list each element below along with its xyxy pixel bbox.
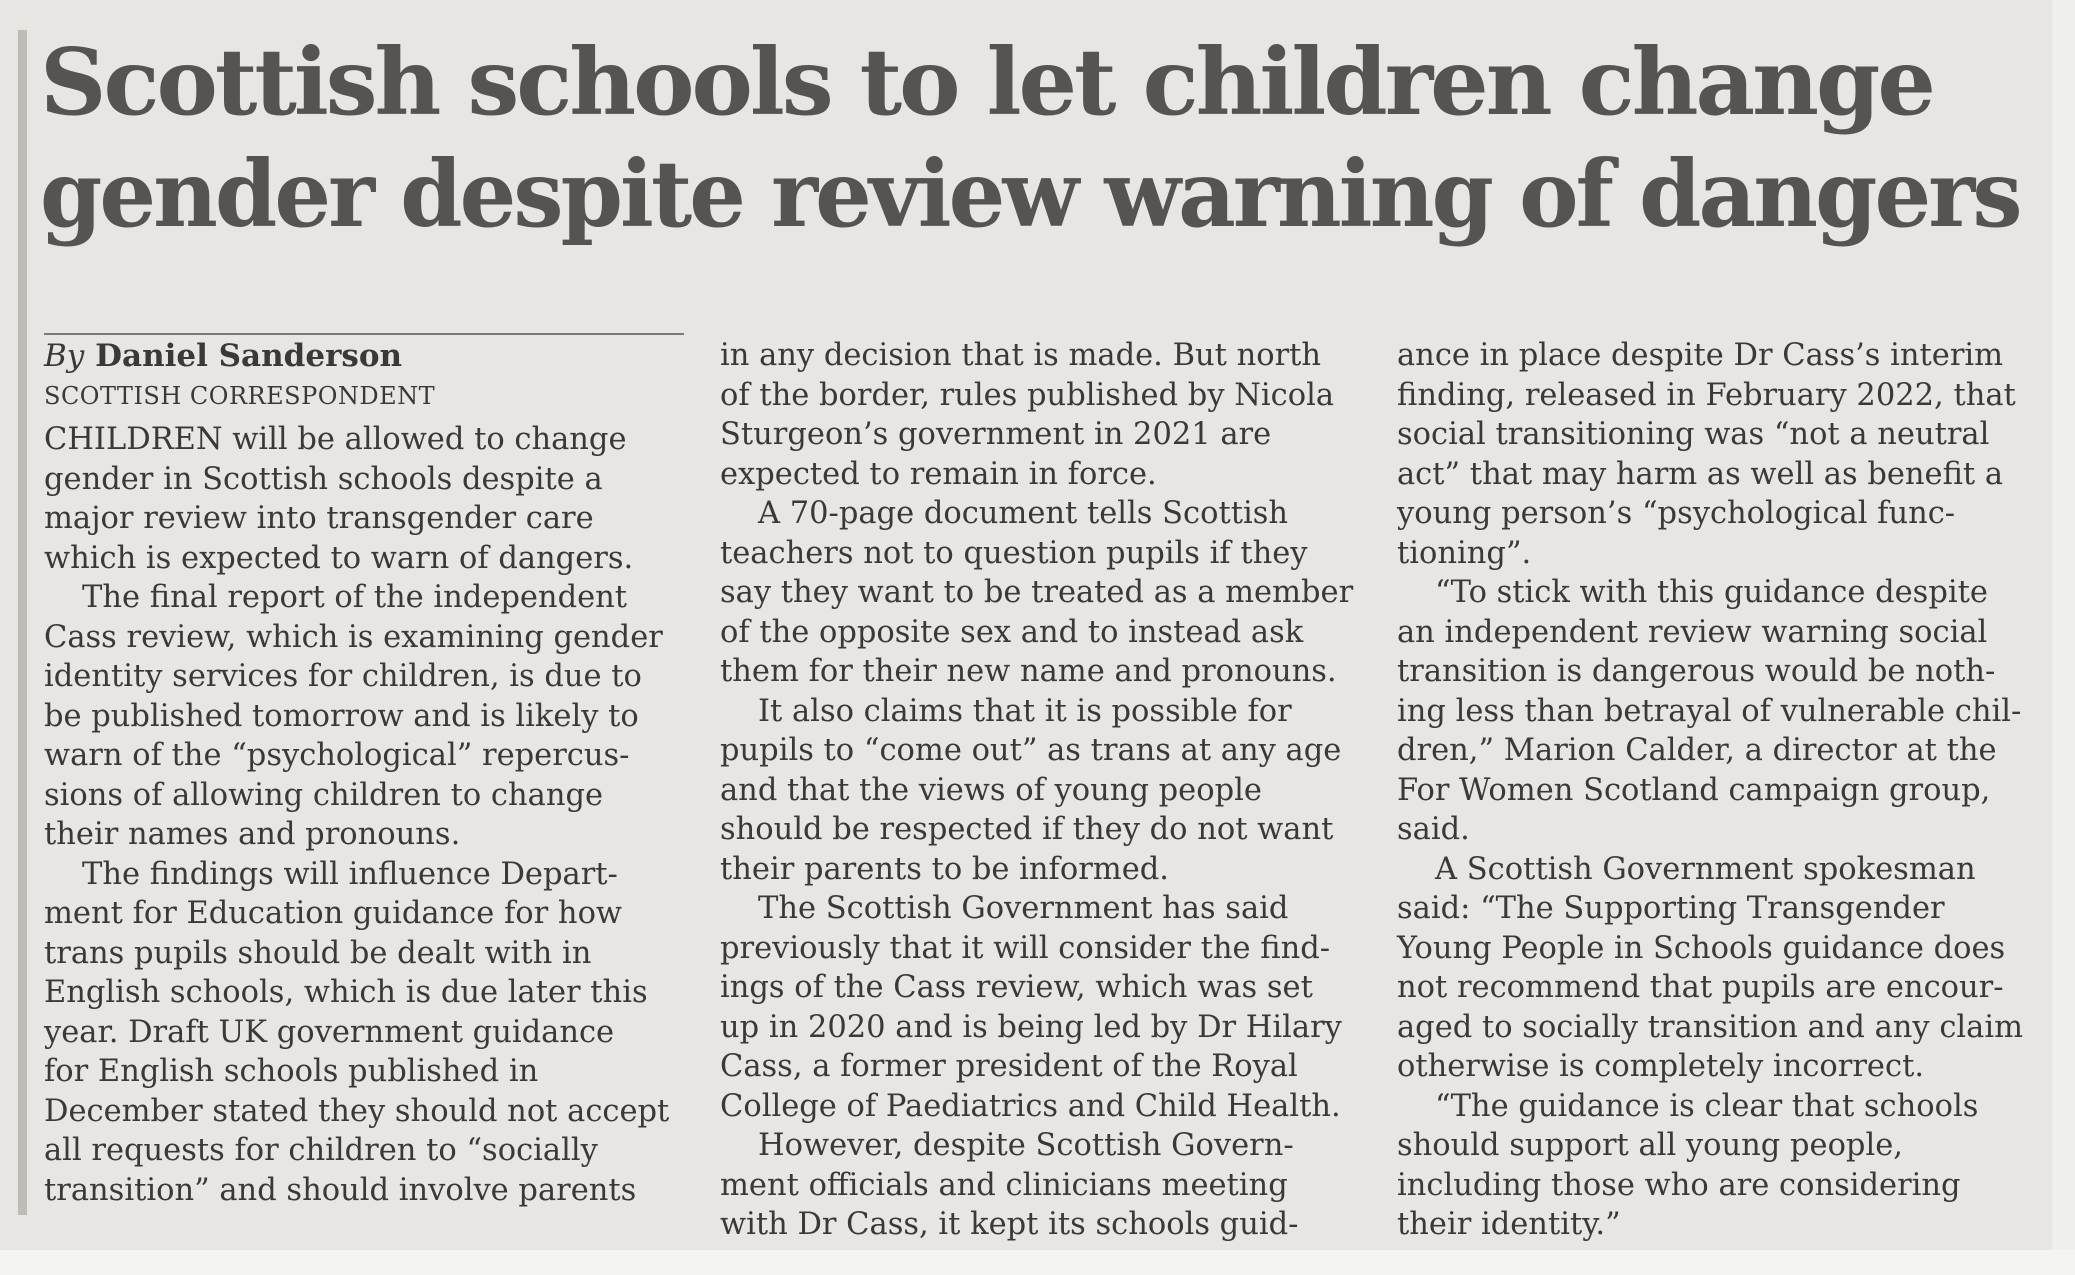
body-line: with Dr Cass, it kept its schools guid- xyxy=(720,1207,1299,1242)
byline-author: Daniel Sanderson xyxy=(95,338,403,374)
body-line: expected to remain in force. xyxy=(720,456,1157,492)
body-line: for English schools published in xyxy=(44,1054,539,1089)
body-line: should support all young people, xyxy=(1397,1128,1903,1163)
body-line: year. Draft UK government guidance xyxy=(44,1014,615,1050)
body-line: previously that it will consider the find- xyxy=(720,930,1331,966)
body-line: them for their new name and pronouns. xyxy=(720,654,1337,689)
scan-margin-bottom xyxy=(0,1250,2075,1275)
body-line: otherwise is completely incorrect. xyxy=(1397,1049,1925,1084)
body-line: be published tomorrow and is likely to xyxy=(44,698,639,734)
body-line: ment for Education guidance for how xyxy=(44,896,623,931)
body-line: said. xyxy=(1397,812,1470,847)
body-line: ing less than betrayal of vulnerable chil- xyxy=(1397,693,2022,729)
body-line: Cass review, which is examining gender xyxy=(44,619,663,655)
scan-shadow-left xyxy=(18,30,27,1215)
body-line: not recommend that pupils are encour- xyxy=(1397,970,2004,1005)
body-line: sions of allowing children to change xyxy=(44,777,604,813)
byline-prefix: By xyxy=(44,338,85,374)
body-line: their parents to be informed. xyxy=(720,851,1169,887)
byline xyxy=(44,336,684,376)
body-line: English schools, which is due later this xyxy=(44,975,648,1010)
body-line: ance in place despite Dr Cass’s interim xyxy=(1397,338,2004,373)
body-line: in any decision that is made. But north xyxy=(720,338,1322,373)
body-line: an independent review warning social xyxy=(1397,614,1988,650)
body-line: tioning”. xyxy=(1397,535,1532,571)
scan-margin-right xyxy=(2052,0,2075,1275)
body-line: all requests for children to “socially xyxy=(44,1133,598,1168)
body-line: ment officials and clinicians meeting xyxy=(720,1167,1288,1203)
body-line: act” that may harm as well as benefit a xyxy=(1397,456,2004,492)
body-line: gender in Scottish schools despite a xyxy=(44,461,603,497)
body-line: transition” and should involve parents xyxy=(44,1172,637,1208)
body-line: warn of the “psychological” repercus- xyxy=(44,738,630,773)
headline-line-1: Scottish schools to let children change xyxy=(40,28,1933,136)
body-line: trans pupils should be dealt with in xyxy=(44,935,592,971)
body-line: up in 2020 and is being led by Dr Hilary xyxy=(720,1009,1342,1045)
headline-line-2: gender despite review warning of dangers xyxy=(40,140,2020,248)
body-line: December stated they should not accept xyxy=(44,1093,670,1129)
article-column-3 xyxy=(1397,336,2042,1245)
article-column-1 xyxy=(44,336,684,1210)
body-line: CHILDREN will be allowed to change xyxy=(44,422,627,457)
body-line: social transitioning was “not a neutral xyxy=(1397,417,1990,452)
body-line: say they want to be treated as a member xyxy=(720,575,1354,610)
body-line: teachers not to question pupils if they xyxy=(720,535,1308,571)
body-line: A Scottish Government spokesman xyxy=(1435,851,1976,887)
body-line: aged to socially transition and any claim xyxy=(1397,1009,2024,1045)
body-line: The final report of the independent xyxy=(82,580,628,615)
body-line: said: “The Supporting Transgender xyxy=(1397,891,1945,926)
body-line: transition is dangerous would be noth- xyxy=(1397,654,1996,689)
body-line: which is expected to warn of dangers. xyxy=(44,540,634,576)
article-column-2 xyxy=(720,336,1360,1245)
body-line: It also claims that it is possible for xyxy=(758,693,1292,729)
body-line: finding, released in February 2022, that xyxy=(1397,377,2016,413)
body-line: The Scottish Government has said xyxy=(758,891,1289,926)
body-line: of the opposite sex and to instead ask xyxy=(720,614,1304,650)
body-line: their identity.” xyxy=(1397,1207,1621,1242)
body-line: of the border, rules published by Nicola xyxy=(720,377,1335,413)
body-line: should be respected if they do not want xyxy=(720,812,1334,847)
headline xyxy=(40,26,2040,250)
body-line: including those who are considering xyxy=(1397,1167,1961,1203)
body-line: their names and pronouns. xyxy=(44,817,461,852)
body-line: and that the views of young people xyxy=(720,772,1262,808)
byline-rule xyxy=(44,333,684,335)
byline-role: SCOTTISH CORRESPONDENT xyxy=(44,382,436,410)
body-line: pupils to “come out” as trans at any age xyxy=(720,733,1342,768)
body-line: dren,” Marion Calder, a director at the xyxy=(1397,733,1997,768)
body-line: A 70-page document tells Scottish xyxy=(758,496,1289,531)
body-line: However, despite Scottish Govern- xyxy=(758,1128,1294,1163)
body-line: young person’s “psychological func- xyxy=(1397,496,1956,531)
body-line: ings of the Cass review, which was set xyxy=(720,970,1313,1005)
body-line: identity services for children, is due to xyxy=(44,659,642,694)
body-line: College of Paediatrics and Child Health. xyxy=(720,1088,1341,1124)
body-line: “The guidance is clear that schools xyxy=(1435,1088,1979,1124)
body-line: The findings will influence Depart- xyxy=(82,856,618,892)
body-line: “To stick with this guidance despite xyxy=(1435,575,1988,610)
body-line: Cass, a former president of the Royal xyxy=(720,1049,1298,1084)
body-line: major review into transgender care xyxy=(44,501,594,536)
body-line: Sturgeon’s government in 2021 are xyxy=(720,417,1272,452)
body-line: Young People in Schools guidance does xyxy=(1397,930,2006,966)
body-line: For Women Scotland campaign group, xyxy=(1397,772,1991,808)
